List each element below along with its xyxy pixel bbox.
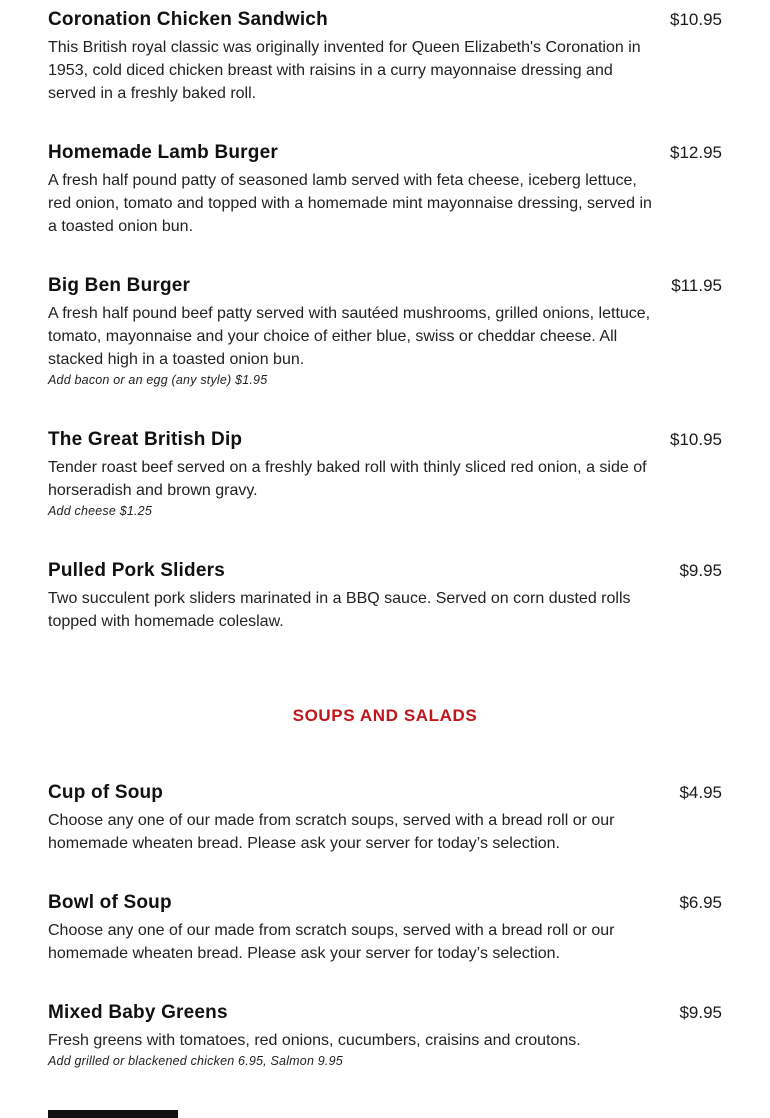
menu-item-description: Choose any one of our made from scratch soups, served with a bread roll or our homemade wheaten bread. Please ask your server for today’s selection.: [48, 812, 615, 852]
menu-item: [48, 428, 722, 521]
menu-item-header: [48, 1001, 722, 1025]
menu-item-description: A fresh half pound patty of seasoned lamb served with feta cheese, iceberg lettuce, red onion, tomato and topped with a homemade mint mayonnaise dressing, served in a toasted onion bun.: [48, 172, 652, 235]
menu-item-name: The Great British Dip: [48, 429, 243, 450]
menu-item-price: $11.95: [671, 276, 722, 295]
menu-item-name: Big Ben Burger: [48, 275, 191, 296]
menu-item-addon: Add bacon or an egg (any style) $1.95: [48, 373, 268, 387]
menu-item: [48, 1001, 722, 1071]
section-title: SOUPS AND SALADS: [292, 706, 478, 725]
menu-item-price: $9.95: [679, 561, 722, 580]
menu-item-name: Mixed Baby Greens: [48, 1002, 228, 1023]
menu-item-price: $10.95: [670, 10, 722, 29]
menu-item: [48, 141, 722, 238]
cutoff-menu-item: [48, 1104, 722, 1118]
menu-item-name: Homemade Lamb Burger: [48, 142, 278, 163]
menu-item-header: [48, 781, 722, 805]
menu-item-description: Tender roast beef served on a freshly baked roll with thinly sliced red onion, a side of horseradish and brown gravy.: [48, 459, 647, 499]
menu-item-price: $10.95: [670, 430, 722, 449]
menu-item-name: Pulled Pork Sliders: [48, 560, 225, 581]
cutoff-item-name-fragment: [48, 1110, 178, 1118]
menu-item: [48, 559, 722, 633]
menu-item-header: [48, 274, 722, 298]
menu-item: [48, 781, 722, 855]
menu-item-header: [48, 428, 722, 452]
menu-item-description: This British royal classic was originally invented for Queen Elizabeth's Coronation in 1953, cold diced chicken breast with raisins in a curry mayonnaise dressing and served in a freshly baked roll.: [48, 39, 641, 102]
menu-item-addon: Add grilled or blackened chicken 6.95, Salmon 9.95: [48, 1054, 343, 1068]
menu-item-description: A fresh half pound beef patty served with sautéed mushrooms, grilled onions, lettuce, tomato, mayonnaise and your choice of either blue, swiss or cheddar cheese. All stacked high in a toasted onion bun.: [48, 305, 651, 368]
menu-item: [48, 274, 722, 390]
menu-item-description: Two succulent pork sliders marinated in a BBQ sauce. Served on corn dusted rolls topped with homemade coleslaw.: [48, 590, 631, 630]
menu-item-description: Fresh greens with tomatoes, red onions, cucumbers, craisins and croutons.: [48, 1032, 581, 1049]
menu-item-header: [48, 8, 722, 32]
menu-item-description: Choose any one of our made from scratch soups, served with a bread roll or our homemade wheaten bread. Please ask your server for today’s selection.: [48, 922, 615, 962]
menu-item-price: $4.95: [679, 783, 722, 802]
menu-item-name: Cup of Soup: [48, 782, 164, 803]
menu-item-price: $9.95: [679, 1003, 722, 1022]
menu-item-name: Coronation Chicken Sandwich: [48, 9, 328, 30]
menu-item-addon: Add cheese $1.25: [48, 504, 152, 518]
menu-item: [48, 891, 722, 965]
menu-item: [48, 8, 722, 105]
menu-item-header: [48, 559, 722, 583]
menu-item-price: $12.95: [670, 143, 722, 162]
menu-item-name: Bowl of Soup: [48, 892, 172, 913]
menu-item-price: $6.95: [679, 893, 722, 912]
menu-item-header: [48, 891, 722, 915]
menu-item-header: [48, 141, 722, 165]
